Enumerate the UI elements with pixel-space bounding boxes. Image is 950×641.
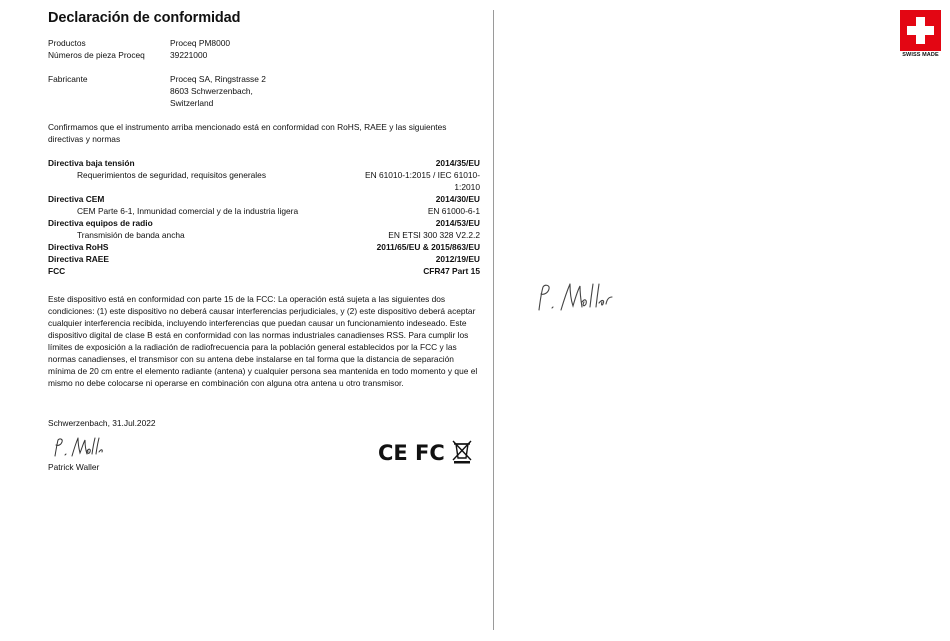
directive-code: 2011/65/EU & 2015/863/EU [376, 242, 480, 252]
swiss-made-label: SWISS MADE [902, 52, 939, 58]
directive-name: Directiva equipos de radio [48, 218, 153, 228]
swiss-made-badge [900, 10, 941, 58]
directive-code: 2014/30/EU [435, 194, 480, 204]
directive-row [48, 265, 480, 277]
product-info [48, 37, 480, 145]
fcc-mark-icon: FC [415, 441, 445, 465]
directive-row [48, 217, 480, 229]
signature-row [48, 433, 480, 465]
directive-norm: EN 61010-1:2015 / IEC 61010-1:2010 [364, 170, 480, 192]
directive-norm: EN ETSI 300 328 V2.2.2 [388, 230, 480, 240]
products-label: Productos [48, 38, 86, 48]
directive-norm-row [48, 205, 480, 217]
manufacturer-row [48, 73, 480, 109]
swiss-flag-icon [900, 10, 941, 51]
confirmation-text: Confirmamos que el instrumento arriba mencionado está en conformidad con RoHS, RAEE y las siguientes directivas y normas [48, 122, 447, 144]
directive-name: Directiva CEM [48, 194, 105, 204]
weee-bin-icon [453, 441, 471, 464]
directive-norm-row [48, 229, 480, 241]
directive-row [48, 241, 480, 253]
directive-name: Directiva baja tensión [48, 158, 135, 168]
directives-list [48, 157, 480, 277]
manufacturer-line: 8603 Schwerzenbach, [170, 86, 253, 96]
directive-code: CFR47 Part 15 [423, 266, 480, 276]
directive-row [48, 157, 480, 169]
directive-norm-desc: Transmisión de banda ancha [77, 230, 185, 240]
signature-large-image [535, 280, 615, 314]
manufacturer-line: Switzerland [170, 98, 214, 108]
directive-code: 2014/35/EU [435, 158, 480, 168]
ce-mark-icon: CE [378, 441, 408, 465]
part-numbers-label: Números de pieza Proceq [48, 50, 145, 60]
part-numbers-value: 39221000 [170, 50, 208, 60]
directive-norm-desc: Requerimientos de seguridad, requisitos generales [77, 170, 267, 180]
fcc-statement: Este dispositivo está en conformidad con parte 15 de la FCC: La operación está sujeta a las siguientes dos condiciones: (1) este dispositivo no deberá causar interferencias perjudiciales, y (2) este dispositivo deberá aceptar cualquier interferencia recibida, incluyendo interferencias que puedan causar un funcionamiento indeseado. Este dispositivo digital de clase B está en conformidad con las normas industriales canadienses RSS. Para cumplir los límites de exposición a la radiación de radiofrecuencia para la población general establecidos por la FCC y las normas canadienses, el transmisor con su antena debe instalarse en tal forma que la distancia de separación mínima de 20 cm entre el elemento radiante (antena) y cualquier persona sea mantenida en todo momento y que el mismo no debe colocarse ni operarse en combinación con alguna otra antena u otro transmisor. [48, 294, 478, 388]
directive-name: Directiva RAEE [48, 254, 109, 264]
part-numbers-row [48, 49, 480, 61]
document-title: Declaración de conformidad [48, 10, 241, 26]
manufacturer-address [170, 73, 480, 109]
directive-norm-row [48, 169, 480, 193]
directive-row [48, 253, 480, 265]
manufacturer-label: Fabricante [48, 74, 88, 84]
place-date: Schwerzenbach, 31.Jul.2022 [48, 418, 156, 428]
certification-marks-icon [378, 439, 472, 465]
signatory-name: Patrick Waller [48, 462, 100, 472]
directive-code: 2014/53/EU [435, 218, 480, 228]
page-divider [493, 10, 494, 630]
manufacturer-line: Proceq SA, Ringstrasse 2 [170, 74, 266, 84]
products-value: Proceq PM8000 [170, 38, 231, 48]
signature-small-image [52, 435, 104, 459]
directive-name: Directiva RoHS [48, 242, 109, 252]
directive-norm: EN 61000-6-1 [427, 206, 480, 216]
directive-code: 2012/19/EU [435, 254, 480, 264]
certification-marks [378, 439, 472, 470]
directive-norm-desc: CEM Parte 6-1, Inmunidad comercial y de la industria ligera [77, 206, 299, 216]
products-row [48, 37, 480, 49]
directive-row [48, 193, 480, 205]
declaration-document [48, 10, 480, 473]
directive-name: FCC [48, 266, 66, 276]
